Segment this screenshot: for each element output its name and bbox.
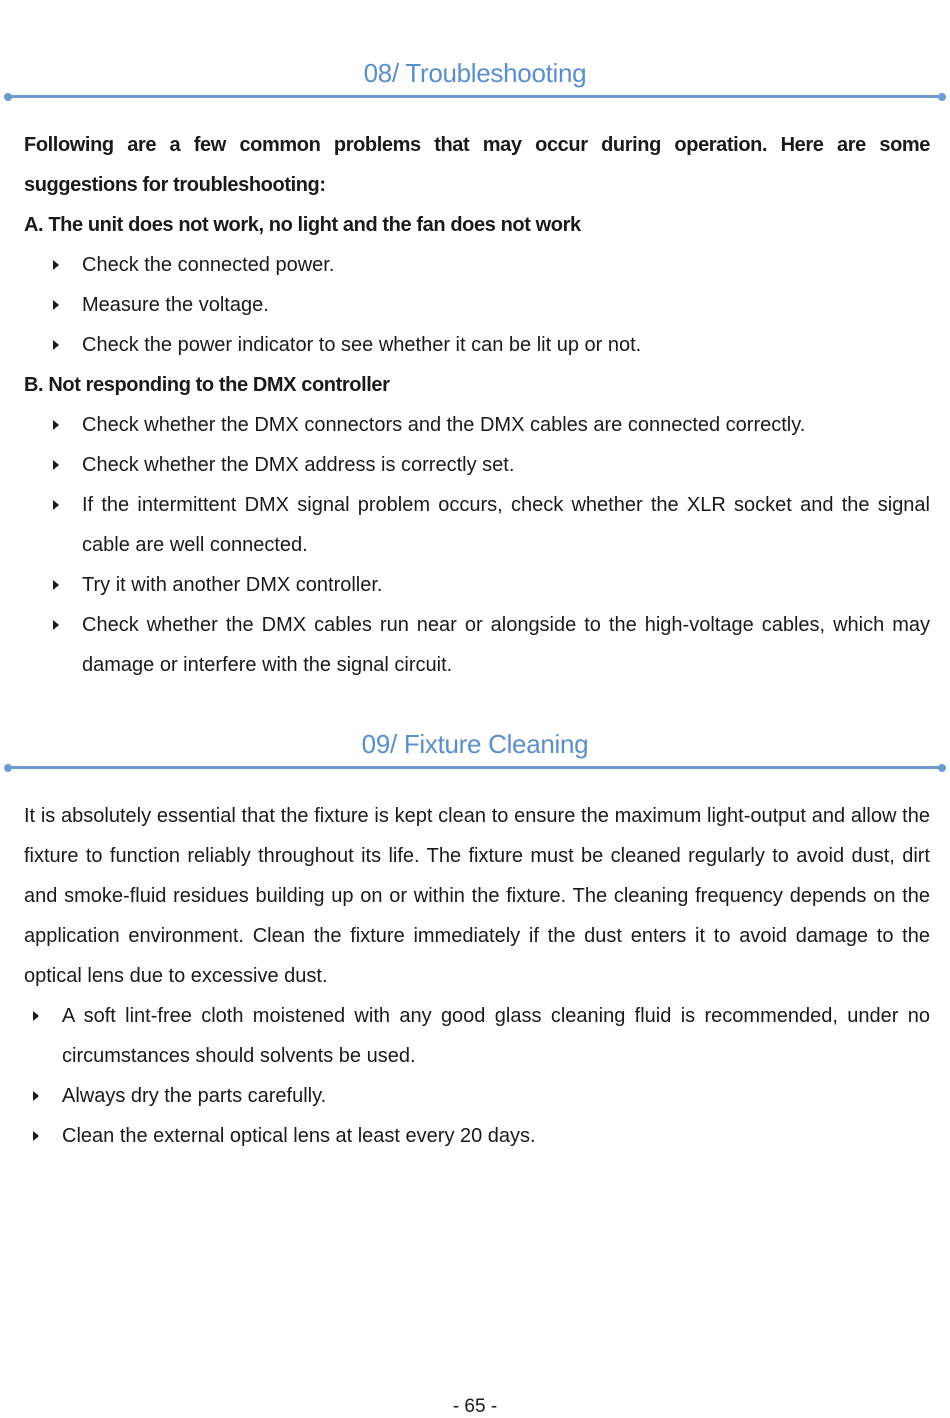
bullet-triangle-icon xyxy=(33,1131,39,1141)
bullet-triangle-icon xyxy=(53,340,59,350)
cleaning-paragraph: It is absolutely essential that the fixture is kept clean to ensure the maximum light-output and allow the fixture to function reliably throughout its life. The fixture must be cleaned regularly to avoid dust, dirt and smoke-fluid residues building up on or within the fixture. The cleaning frequency depends on the application environment. Clean the fixture immediately if the dust enters it to avoid damage to the optical lens due to excessive dust. xyxy=(24,805,930,987)
problem-heading-a: A. The unit does not work, no light and the fan does not work xyxy=(24,214,581,236)
page-number: - 65 - xyxy=(452,1396,498,1417)
bullet-triangle-icon xyxy=(53,500,59,510)
section-title-fixture-cleaning: 09/ Fixture Cleaning xyxy=(361,729,589,759)
bullet-triangle-icon xyxy=(53,460,59,470)
bullet-triangle-icon xyxy=(53,620,59,630)
list-item: Check whether the DMX cables run near or alongside to the high-voltage cables, which may damage or interfere with the signal circuit. xyxy=(24,605,930,685)
list-item: Always dry the parts carefully. xyxy=(24,1076,930,1116)
bullet-triangle-icon xyxy=(53,420,59,430)
section-divider xyxy=(8,766,942,769)
section-title-troubleshooting: 08/ Troubleshooting xyxy=(363,58,587,88)
bullet-triangle-icon xyxy=(53,580,59,590)
section-divider xyxy=(8,95,942,98)
troubleshooting-intro: Following are a few common problems that may occur during operation. Here are some suggestions for troubleshooting: xyxy=(24,134,930,196)
list-item: Check whether the DMX connectors and the DMX cables are connected correctly. xyxy=(24,405,930,445)
list-item: Try it with another DMX controller. xyxy=(24,565,930,605)
problem-heading-b: B. Not responding to the DMX controller xyxy=(24,374,390,396)
list-item: A soft lint-free cloth moistened with any good glass cleaning fluid is recommended, under no circumstances should solvents be used. xyxy=(24,996,930,1076)
list-item: Check whether the DMX address is correctly set. xyxy=(24,445,930,485)
list-item: Check the connected power. xyxy=(24,245,930,285)
bullet-triangle-icon xyxy=(53,260,59,270)
bullet-triangle-icon xyxy=(53,300,59,310)
list-item: Measure the voltage. xyxy=(24,285,930,325)
cleaning-body xyxy=(24,796,930,1156)
list-item: Check the power indicator to see whether it can be lit up or not. xyxy=(24,325,930,365)
bullet-triangle-icon xyxy=(33,1091,39,1101)
bullet-triangle-icon xyxy=(33,1011,39,1021)
troubleshooting-body xyxy=(24,125,930,685)
list-item: Clean the external optical lens at least every 20 days. xyxy=(24,1116,930,1156)
list-item: If the intermittent DMX signal problem occurs, check whether the XLR socket and the signal cable are well connected. xyxy=(24,485,930,565)
